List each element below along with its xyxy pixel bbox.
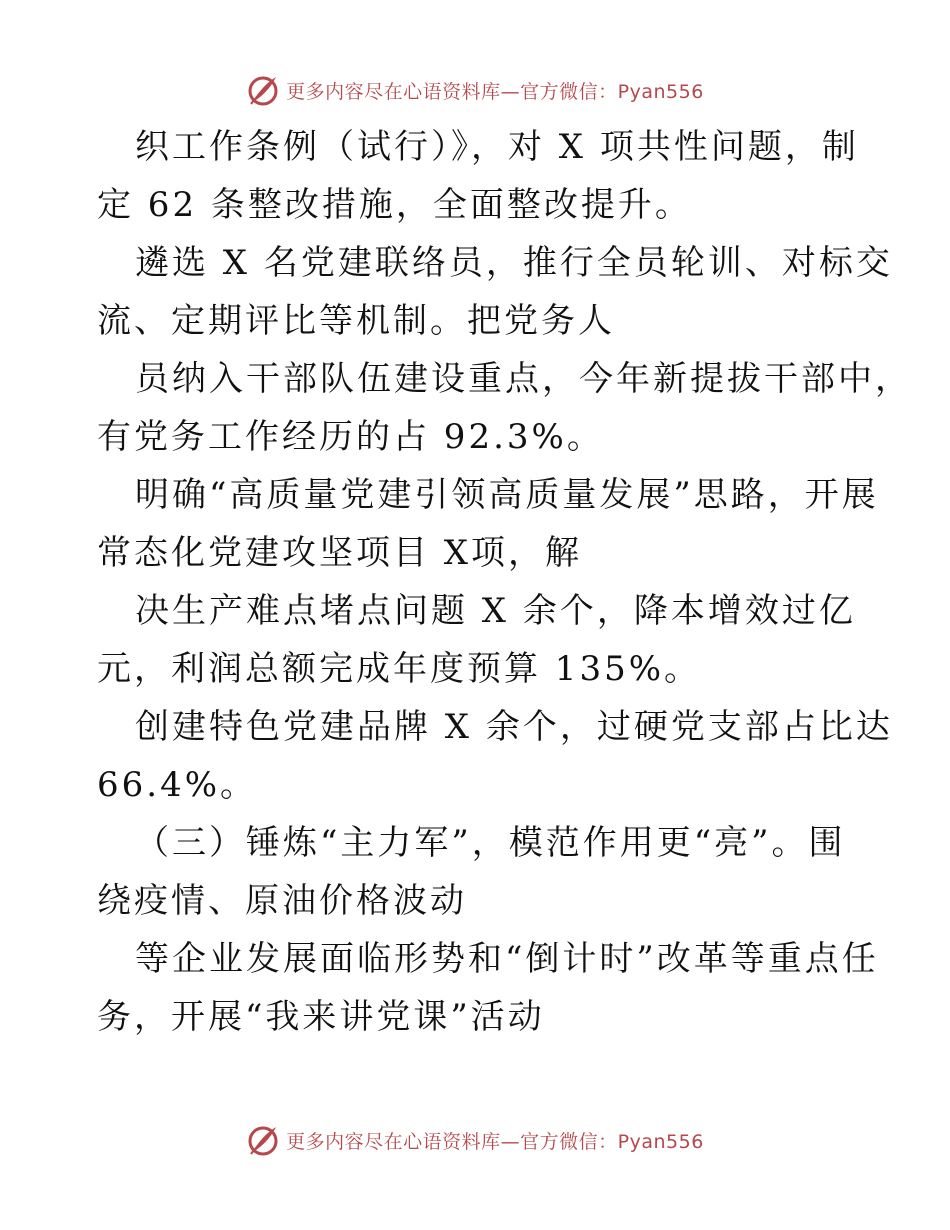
body-line: 66.4%。: [97, 765, 258, 805]
body-line: 决生产难点堵点问题 X 余个，降本增效过亿: [135, 591, 856, 631]
body-line: 常态化党建攻坚项目 X项，解: [97, 533, 583, 573]
body-line: 明确“高质量党建引领高质量发展”思路，开展: [135, 475, 879, 515]
body-line: 有党务工作经历的占 92.3%。: [97, 417, 604, 457]
footer-watermark-banner: [0, 1120, 950, 1160]
body-line: 定 62 条整改措施，全面整改提升。: [97, 185, 692, 225]
body-line: 元，利润总额完成年度预算 135%。: [97, 649, 702, 689]
footer-wechat-id: Pyan556: [617, 1130, 704, 1153]
body-line: 流、定期评比等机制。把党务人: [97, 301, 615, 341]
body-line: 绕疫情、原油价格波动: [97, 881, 467, 921]
body-line: 等企业发展面临形势和“倒计时”改革等重点任: [135, 939, 879, 979]
body-line: 遴选 X 名党建联络员，推行全员轮训、对标交: [135, 243, 893, 283]
header-watermark-banner: [0, 70, 950, 110]
body-line: 员纳入干部队伍建设重点，今年新提拔干部中，: [135, 359, 912, 399]
header-banner-text: 更多内容尽在心语资料库—官方微信：Pyan556: [286, 80, 704, 103]
feather-pen-logo-icon: [246, 1123, 280, 1157]
body-line: 务，开展“我来讲党课”活动: [97, 997, 545, 1037]
body-line: 创建特色党建品牌 X 余个，过硬党支部占比达: [135, 707, 893, 747]
footer-banner-text: 更多内容尽在心语资料库—官方微信：Pyan556: [286, 1130, 704, 1153]
body-line: （三）锤炼“主力军”，模范作用更“亮”。围: [135, 823, 846, 863]
header-wechat-id: Pyan556: [617, 80, 704, 103]
document-body: [97, 118, 912, 1046]
feather-pen-logo-icon: [246, 73, 280, 107]
body-line: 织工作条例（试行）》，对 X 项共性问题，制: [135, 127, 859, 167]
